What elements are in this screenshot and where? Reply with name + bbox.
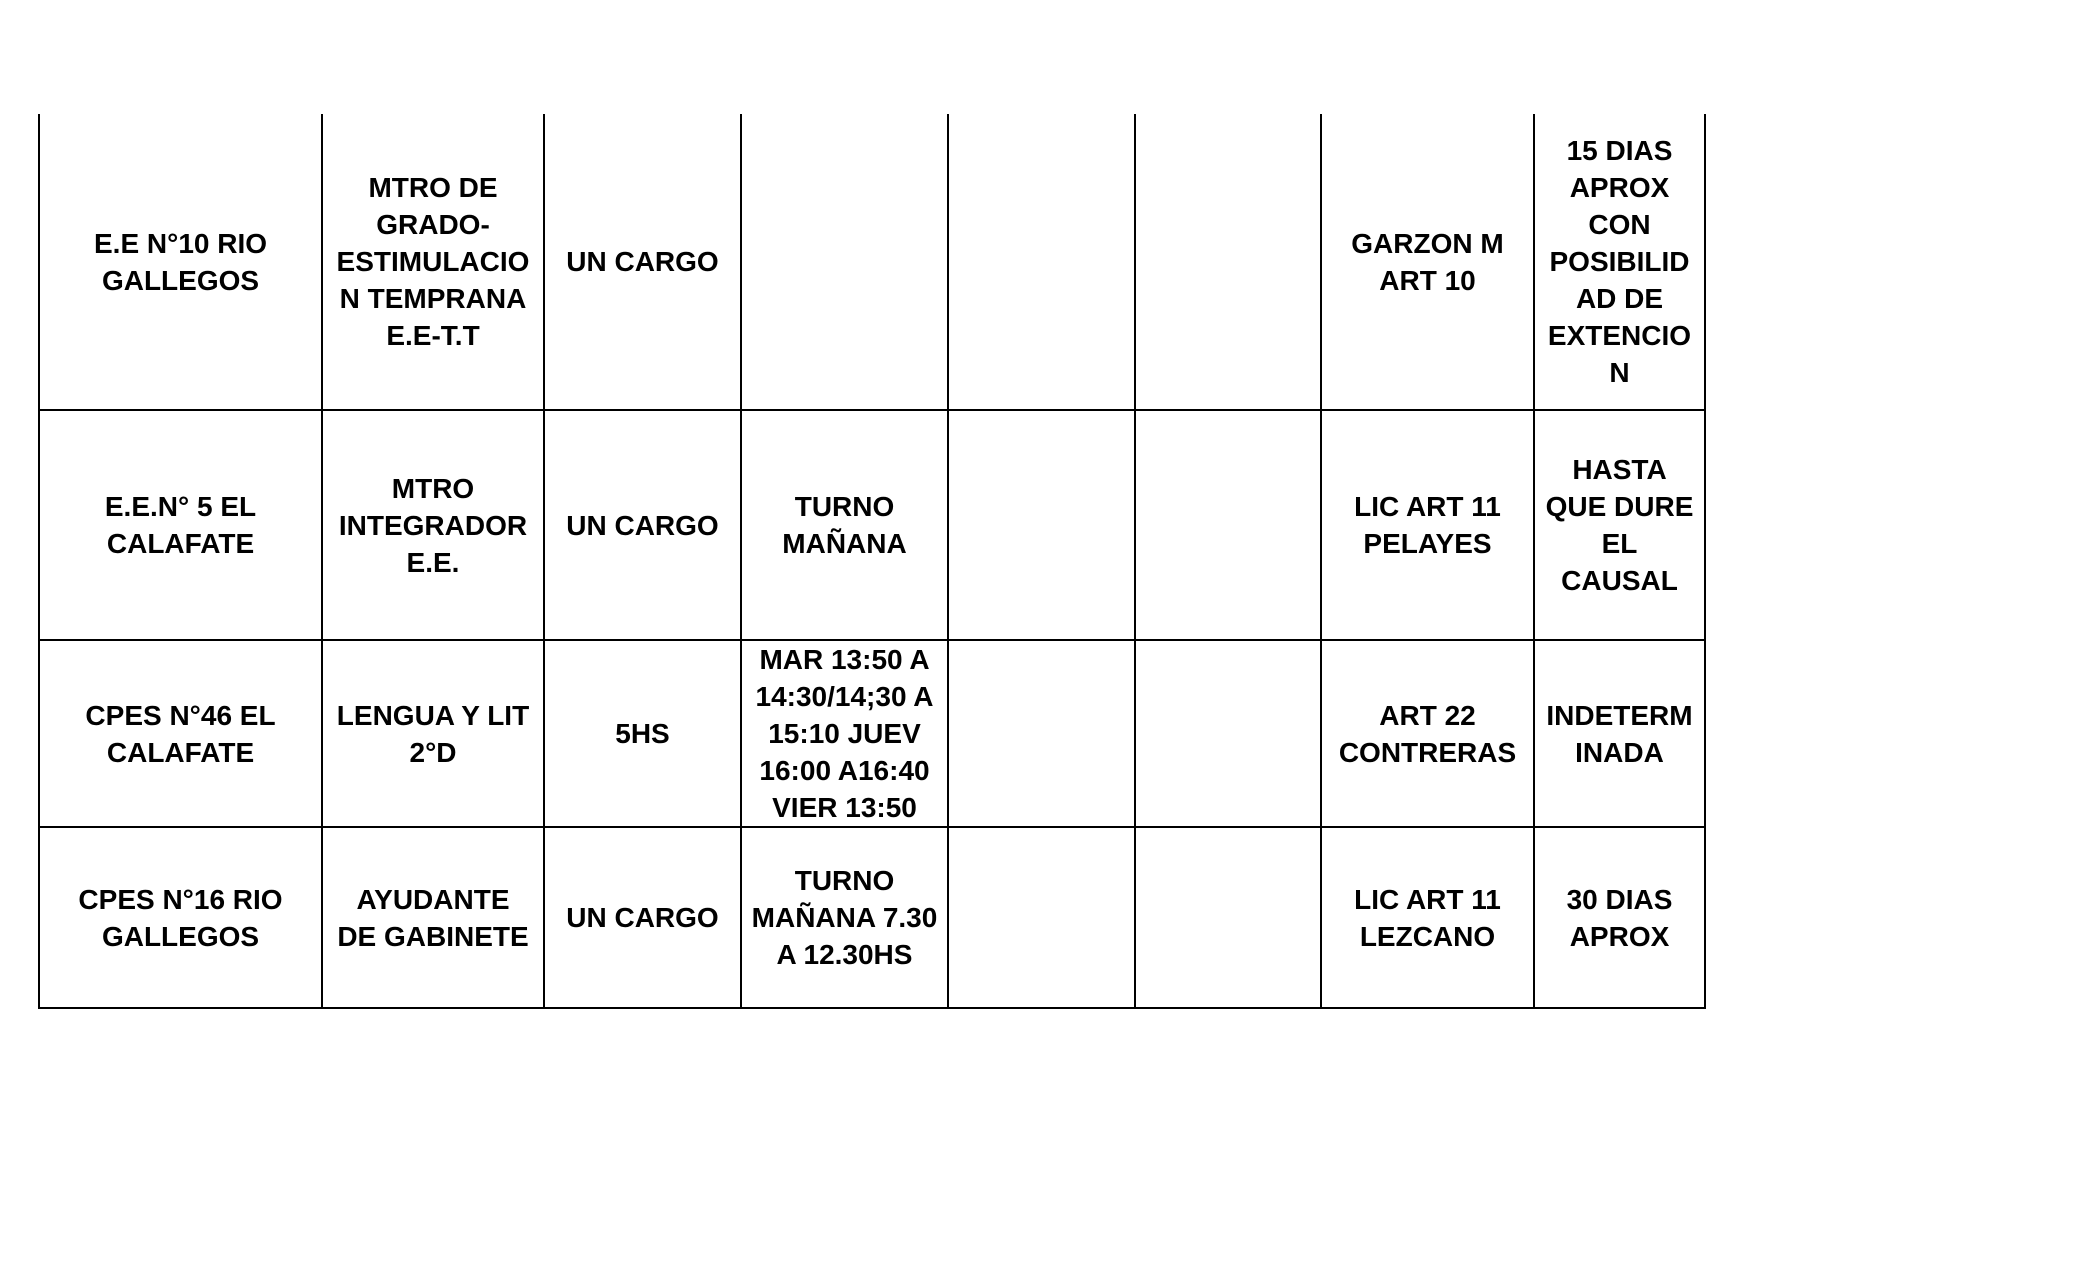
cell-empty-6 bbox=[1135, 114, 1321, 410]
cell-empty-6 bbox=[1135, 827, 1321, 1008]
cell-school: CPES N°46 EL CALAFATE bbox=[39, 640, 322, 827]
cell-school: E.E N°10 RIO GALLEGOS bbox=[39, 114, 322, 410]
cell-cause: GARZON M ART 10 bbox=[1321, 114, 1534, 410]
cell-hours: UN CARGO bbox=[544, 827, 741, 1008]
cell-empty-5 bbox=[948, 827, 1135, 1008]
cell-duration: INDETERM INADA bbox=[1534, 640, 1705, 827]
table-row bbox=[39, 114, 1705, 410]
cell-empty-6 bbox=[1135, 410, 1321, 640]
cell-position: LENGUA Y LIT 2°D bbox=[322, 640, 544, 827]
cell-duration: 15 DIAS APROX CON POSIBILID AD DE EXTENCIO N bbox=[1534, 114, 1705, 410]
cell-empty-5 bbox=[948, 640, 1135, 827]
cell-school: E.E.N° 5 EL CALAFATE bbox=[39, 410, 322, 640]
cell-empty-6 bbox=[1135, 640, 1321, 827]
cell-cause: LIC ART 11 LEZCANO bbox=[1321, 827, 1534, 1008]
cell-empty-5 bbox=[948, 410, 1135, 640]
cell-position: AYUDANTE DE GABINETE bbox=[322, 827, 544, 1008]
cell-cause: ART 22 CONTRERAS bbox=[1321, 640, 1534, 827]
cell-schedule: TURNO MAÑANA 7.30 A 12.30HS bbox=[741, 827, 948, 1008]
cell-position: MTRO INTEGRADOR E.E. bbox=[322, 410, 544, 640]
spreadsheet-page bbox=[38, 114, 1704, 1009]
cell-duration: HASTA QUE DURE EL CAUSAL bbox=[1534, 410, 1705, 640]
cell-hours: UN CARGO bbox=[544, 114, 741, 410]
cell-schedule bbox=[741, 114, 948, 410]
table-row bbox=[39, 827, 1705, 1008]
table-row bbox=[39, 640, 1705, 827]
cell-hours: 5HS bbox=[544, 640, 741, 827]
cell-schedule: MAR 13:50 A 14:30/14;30 A 15:10 JUEV 16:00 A16:40 VIER 13:50 bbox=[741, 640, 948, 827]
cell-hours: UN CARGO bbox=[544, 410, 741, 640]
cell-duration: 30 DIAS APROX bbox=[1534, 827, 1705, 1008]
table-row bbox=[39, 410, 1705, 640]
cell-empty-5 bbox=[948, 114, 1135, 410]
cell-cause: LIC ART 11 PELAYES bbox=[1321, 410, 1534, 640]
vacancies-table bbox=[38, 114, 1706, 1009]
cell-position: MTRO DE GRADO- ESTIMULACIO N TEMPRANA E.E-T.T bbox=[322, 114, 544, 410]
cell-school: CPES N°16 RIO GALLEGOS bbox=[39, 827, 322, 1008]
cell-schedule: TURNO MAÑANA bbox=[741, 410, 948, 640]
